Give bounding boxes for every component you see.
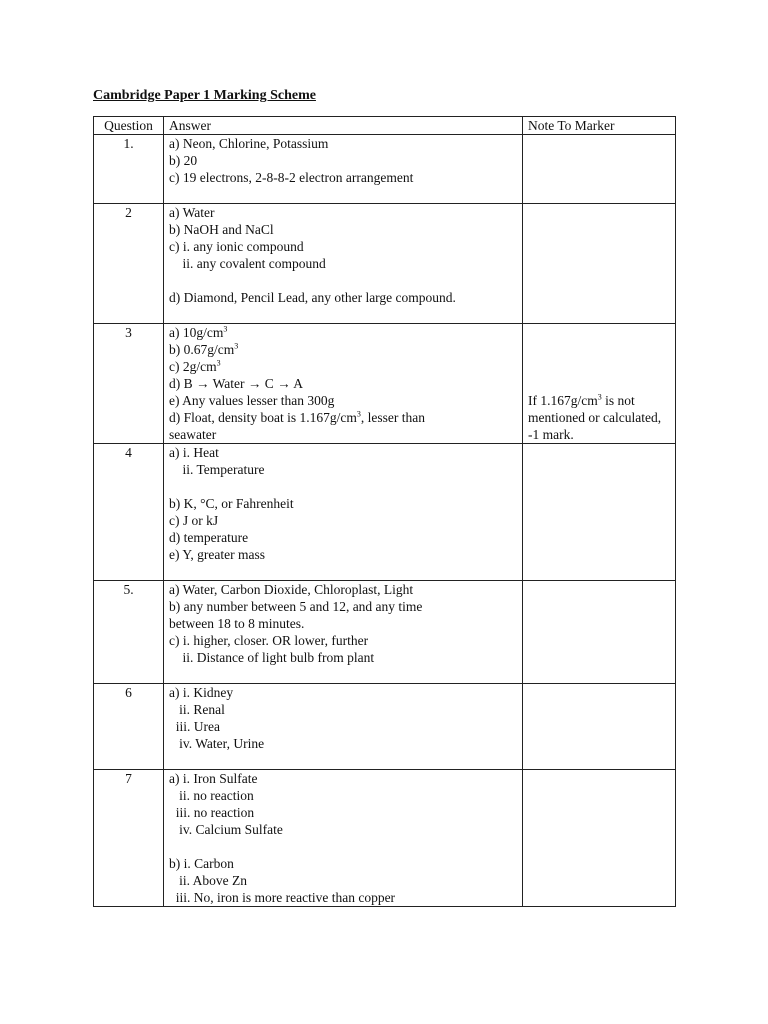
blank-line <box>169 563 517 580</box>
answer-line: d) Float, density boat is $1.167g/cm^3$, lesser than <box>169 409 425 425</box>
answer-line: a) i. Heat <box>169 445 219 460</box>
table-row <box>94 581 676 684</box>
question-number: 2 <box>94 204 164 324</box>
answer-cell <box>164 324 523 444</box>
answer-line: ii. Renal <box>169 702 225 717</box>
table-row <box>94 324 676 444</box>
blank-line <box>169 306 517 323</box>
answer-line: d) temperature <box>169 530 249 545</box>
note-cell <box>523 444 676 581</box>
answer-line: e) Any values lesser than 300g <box>169 393 335 408</box>
answer-line: ii. Distance of light bulb from plant <box>169 650 375 665</box>
blank-line <box>169 272 517 289</box>
marking-scheme-table <box>93 116 676 907</box>
answer-line: c) J or kJ <box>169 513 219 528</box>
answer-line: a) i. Iron Sulfate <box>169 771 258 786</box>
answer-line: b) i. Carbon <box>169 856 234 871</box>
table-row <box>94 204 676 324</box>
blank-line <box>169 838 517 855</box>
answer-line: iii. no reaction <box>169 805 255 820</box>
question-number: 4 <box>94 444 164 581</box>
answer-line: d) B → Water → C → A <box>169 376 304 391</box>
question-number: 3 <box>94 324 164 444</box>
answer-line: b) any number between 5 and 12, and any time <box>169 599 423 614</box>
answer-line: e) Y, greater mass <box>169 547 265 562</box>
table-row <box>94 684 676 770</box>
answer-line: ii. Temperature <box>169 462 265 477</box>
header-answer: Answer <box>164 117 523 135</box>
table-row <box>94 444 676 581</box>
note-cell <box>523 135 676 204</box>
answer-line: b) $0.67g/cm^3$ <box>169 341 239 357</box>
table-row <box>94 135 676 204</box>
answer-line: c) 19 electrons, 2-8-8-2 electron arrangement <box>169 170 414 185</box>
answer-line: iii. Urea <box>169 719 220 734</box>
answer-line: c) i. higher, closer. OR lower, further <box>169 633 369 648</box>
question-number: 1. <box>94 135 164 204</box>
answer-line: b) NaOH and NaCl <box>169 222 274 237</box>
table-body <box>94 135 676 907</box>
answer-cell <box>164 581 523 684</box>
answer-line: ii. Above Zn <box>169 873 247 888</box>
answer-line: ii. any covalent compound <box>169 256 326 271</box>
answer-line: iii. No, iron is more reactive than copper <box>169 890 396 905</box>
blank-line <box>169 752 517 769</box>
answer-line: seawater <box>169 427 217 442</box>
note-cell <box>523 684 676 770</box>
answer-cell <box>164 135 523 204</box>
note-text: If $1.167g/cm^3$ is not mentioned or calculated, -1 mark. <box>528 392 662 442</box>
answer-cell <box>164 770 523 907</box>
answer-line: c) i. any ionic compound <box>169 239 304 254</box>
question-number: 7 <box>94 770 164 907</box>
document-title: Cambridge Paper 1 Marking Scheme <box>93 88 316 103</box>
answer-line: c) $2g/cm^3$ <box>169 358 221 374</box>
answer-line: between 18 to 8 minutes. <box>169 616 305 631</box>
note-cell <box>523 581 676 684</box>
answer-cell <box>164 444 523 581</box>
question-number: 5. <box>94 581 164 684</box>
note-cell <box>523 324 676 444</box>
answer-cell <box>164 204 523 324</box>
answer-line: iv. Water, Urine <box>169 736 265 751</box>
header-question: Question <box>94 117 164 135</box>
blank-line <box>169 186 517 203</box>
answer-line: b) K, °C, or Fahrenheit <box>169 496 294 511</box>
answer-line: a) Water, Carbon Dioxide, Chloroplast, Light <box>169 582 414 597</box>
answer-cell <box>164 684 523 770</box>
answer-line: a) $10g/cm^3$ <box>169 324 228 340</box>
answer-line: iv. Calcium Sulfate <box>169 822 283 837</box>
question-number: 6 <box>94 684 164 770</box>
answer-line: a) Water <box>169 205 215 220</box>
blank-line <box>169 478 517 495</box>
table-header-row <box>94 117 676 135</box>
blank-line <box>169 666 517 683</box>
answer-line: d) Diamond, Pencil Lead, any other large compound. <box>169 290 456 305</box>
note-cell <box>523 770 676 907</box>
note-cell <box>523 204 676 324</box>
answer-line: b) 20 <box>169 153 198 168</box>
table-row <box>94 770 676 907</box>
header-note: Note To Marker <box>523 117 676 135</box>
answer-line: ii. no reaction <box>169 788 254 803</box>
answer-line: a) Neon, Chlorine, Potassium <box>169 136 329 151</box>
answer-line: a) i. Kidney <box>169 685 234 700</box>
